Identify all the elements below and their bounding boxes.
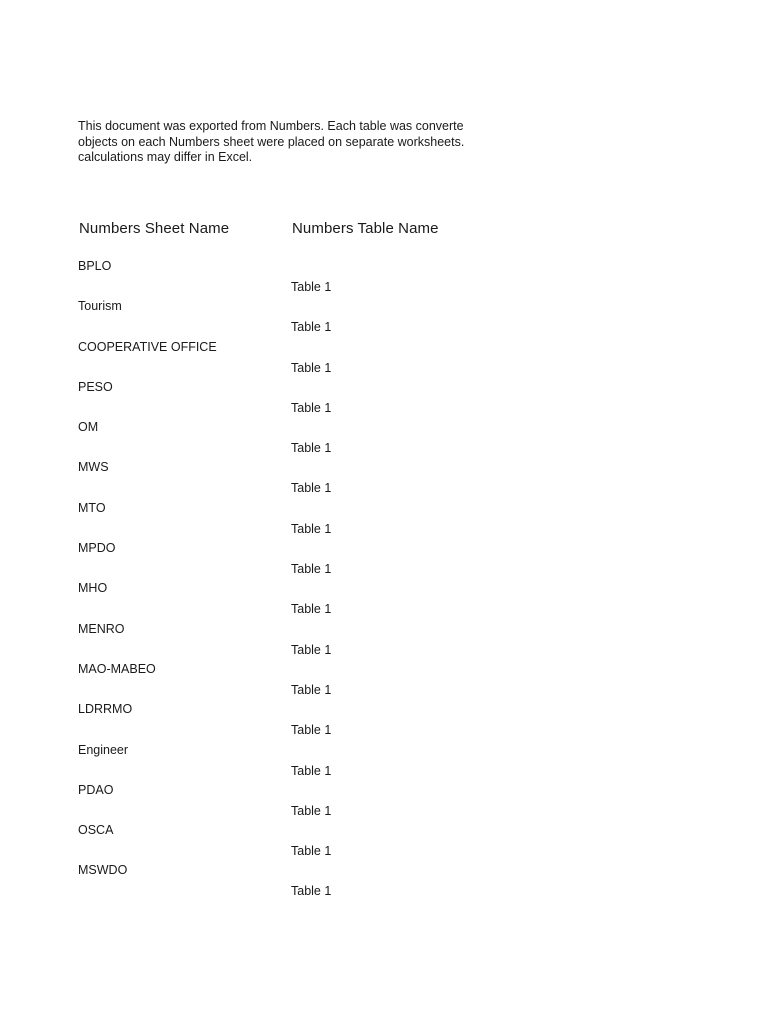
- sheet-name-cell: OSCA: [78, 823, 114, 838]
- table-name-cell: Table 1: [291, 682, 332, 697]
- table-name-cell: Table 1: [291, 280, 332, 294]
- sheet-name-cell: OM: [78, 420, 99, 435]
- sheet-name-cell: MAO-MABEO: [78, 661, 156, 676]
- table-name-cell: Table 1: [291, 320, 332, 335]
- list-item: [0, 460, 768, 500]
- sheet-name-header: Numbers Sheet Name: [79, 220, 230, 237]
- sheet-name-cell: MSWDO: [78, 863, 128, 878]
- table-name-cell: Table 1: [291, 642, 332, 657]
- sheet-name-cell: MPDO: [78, 541, 116, 556]
- sheet-name-cell: PESO: [78, 379, 113, 394]
- table-name-cell: Table 1: [291, 884, 332, 899]
- sheet-name-cell: MTO: [78, 500, 106, 515]
- list-item: [0, 501, 768, 541]
- sheet-name-cell: PDAO: [78, 782, 114, 797]
- table-name-cell: Table 1: [291, 562, 332, 577]
- sheet-name-cell: COOPERATIVE OFFICE: [78, 339, 217, 354]
- table-name-cell: Table 1: [291, 360, 332, 375]
- table-name-cell: Table 1: [291, 602, 332, 617]
- table-name-cell: Table 1: [291, 844, 332, 859]
- table-name-cell: Table 1: [291, 521, 332, 536]
- list-item: [0, 783, 768, 823]
- intro-line: objects on each Numbers sheet were placed on separate worksheets.: [78, 134, 465, 149]
- table-name-cell: Table 1: [291, 763, 332, 778]
- list-item: [0, 581, 768, 621]
- list-item: [0, 541, 768, 581]
- list-item: [0, 823, 768, 863]
- list-item: [0, 259, 768, 299]
- table-name-cell: Table 1: [291, 441, 332, 456]
- intro-line: This document was exported from Numbers. Each table was converte: [78, 119, 464, 133]
- sheet-name-cell: MENRO: [78, 621, 125, 636]
- list-item: [0, 702, 768, 742]
- list-item: [0, 420, 768, 460]
- table-name-cell: Table 1: [291, 803, 332, 818]
- sheet-name-cell: Engineer: [78, 742, 129, 757]
- list-item: [0, 299, 768, 339]
- list-item: [0, 662, 768, 702]
- table-name-cell: Table 1: [291, 400, 332, 415]
- intro-paragraph: [78, 119, 504, 166]
- sheet-name-cell: BPLO: [78, 259, 112, 273]
- sheet-name-cell: LDRRMO: [78, 702, 133, 717]
- list-item: [0, 622, 768, 662]
- intro-line: calculations may differ in Excel.: [78, 150, 253, 164]
- table-name-header: Numbers Table Name: [292, 220, 439, 237]
- sheet-table-list: [0, 259, 768, 904]
- list-item: [0, 380, 768, 420]
- list-item: [0, 340, 768, 380]
- sheet-name-cell: MHO: [78, 581, 108, 596]
- list-item: [0, 863, 768, 903]
- table-name-cell: Table 1: [291, 481, 332, 496]
- table-name-cell: Table 1: [291, 723, 332, 738]
- sheet-name-cell: Tourism: [78, 299, 122, 314]
- list-item: [0, 743, 768, 783]
- sheet-name-cell: MWS: [78, 460, 109, 475]
